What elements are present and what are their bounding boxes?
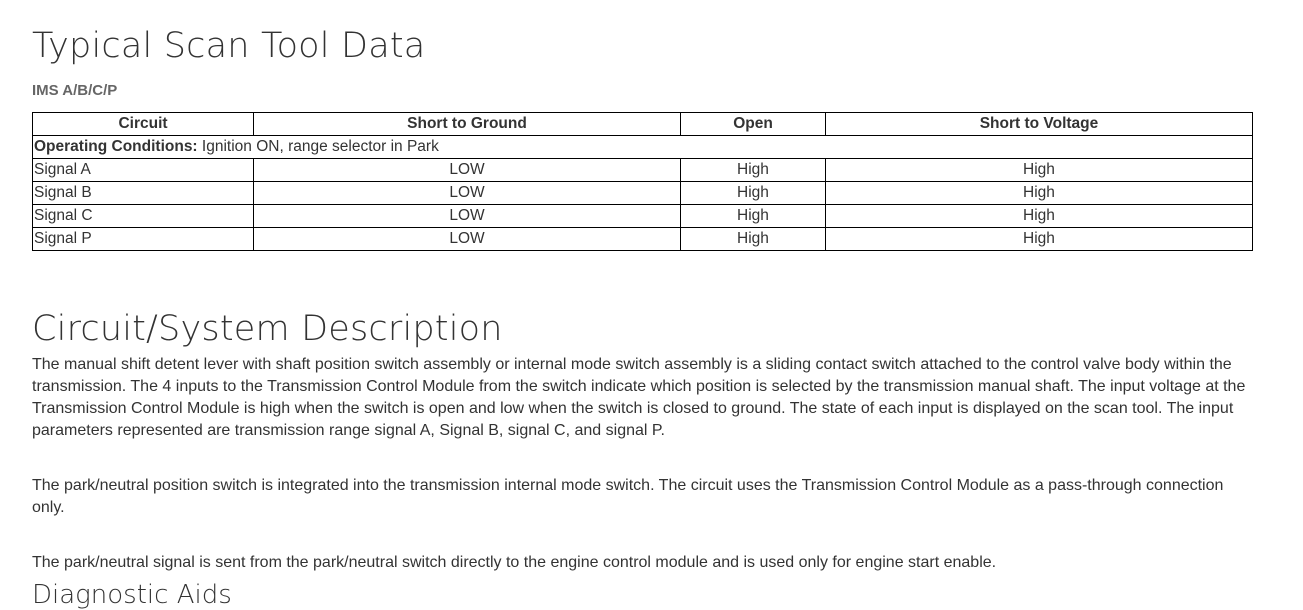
operating-conditions-cell xyxy=(33,136,1253,159)
cell-open: High xyxy=(681,159,826,182)
scan-tool-data-table xyxy=(32,112,1253,251)
description-paragraph-1: The manual shift detent lever with shaft position switch assembly or internal mode switch assembly is a sliding contact switch attached to the control valve body within the transmission. The 4 inputs to the Transmission Control Module from the switch indicate which position is selected by the transmission manual shaft. The input voltage at the Transmission Control Module is high when the switch is open and low when the switch is closed to ground. The state of each input is displayed on the scan tool. The input parameters represented are transmission range signal A, Signal B, signal C, and signal P. xyxy=(32,356,1246,439)
operating-conditions-label: Operating Conditions: xyxy=(34,138,198,155)
cell-short-to-voltage: High xyxy=(826,205,1253,228)
cell-circuit: Signal B xyxy=(33,182,254,205)
cell-short-to-ground: LOW xyxy=(254,182,681,205)
table-row xyxy=(33,182,1253,205)
cell-open: High xyxy=(681,205,826,228)
description-paragraph-3: The park/neutral signal is sent from the park/neutral switch directly to the engine control module and is used only for engine start enable. xyxy=(32,554,997,571)
cell-circuit: Signal C xyxy=(33,205,254,228)
next-section-heading-partial: Diagnostic Aids xyxy=(32,580,232,610)
table-row xyxy=(33,228,1253,251)
section-title-scan-tool-data: Typical Scan Tool Data xyxy=(32,26,426,66)
header-circuit: Circuit xyxy=(33,113,254,136)
cell-short-to-voltage: High xyxy=(826,228,1253,251)
ims-label: IMS A/B/C/P xyxy=(32,82,118,99)
cell-circuit: Signal P xyxy=(33,228,254,251)
cell-short-to-ground: LOW xyxy=(254,159,681,182)
operating-conditions-text: Ignition ON, range selector in Park xyxy=(197,138,439,155)
cell-short-to-ground: LOW xyxy=(254,228,681,251)
section-title-circuit-system-description: Circuit/System Description xyxy=(32,309,503,349)
table-header-row xyxy=(33,113,1253,136)
header-short-to-voltage: Short to Voltage xyxy=(826,113,1253,136)
table-row xyxy=(33,205,1253,228)
table-row xyxy=(33,159,1253,182)
operating-conditions-row xyxy=(33,136,1253,159)
cell-short-to-voltage: High xyxy=(826,182,1253,205)
header-short-to-ground: Short to Ground xyxy=(254,113,681,136)
description-paragraph-2: The park/neutral position switch is integrated into the transmission internal mode switch. The circuit uses the Transmission Control Module as a pass-through connection only. xyxy=(32,477,1224,516)
header-open: Open xyxy=(681,113,826,136)
cell-short-to-ground: LOW xyxy=(254,205,681,228)
cell-open: High xyxy=(681,182,826,205)
cell-circuit: Signal A xyxy=(33,159,254,182)
cell-open: High xyxy=(681,228,826,251)
cell-short-to-voltage: High xyxy=(826,159,1253,182)
